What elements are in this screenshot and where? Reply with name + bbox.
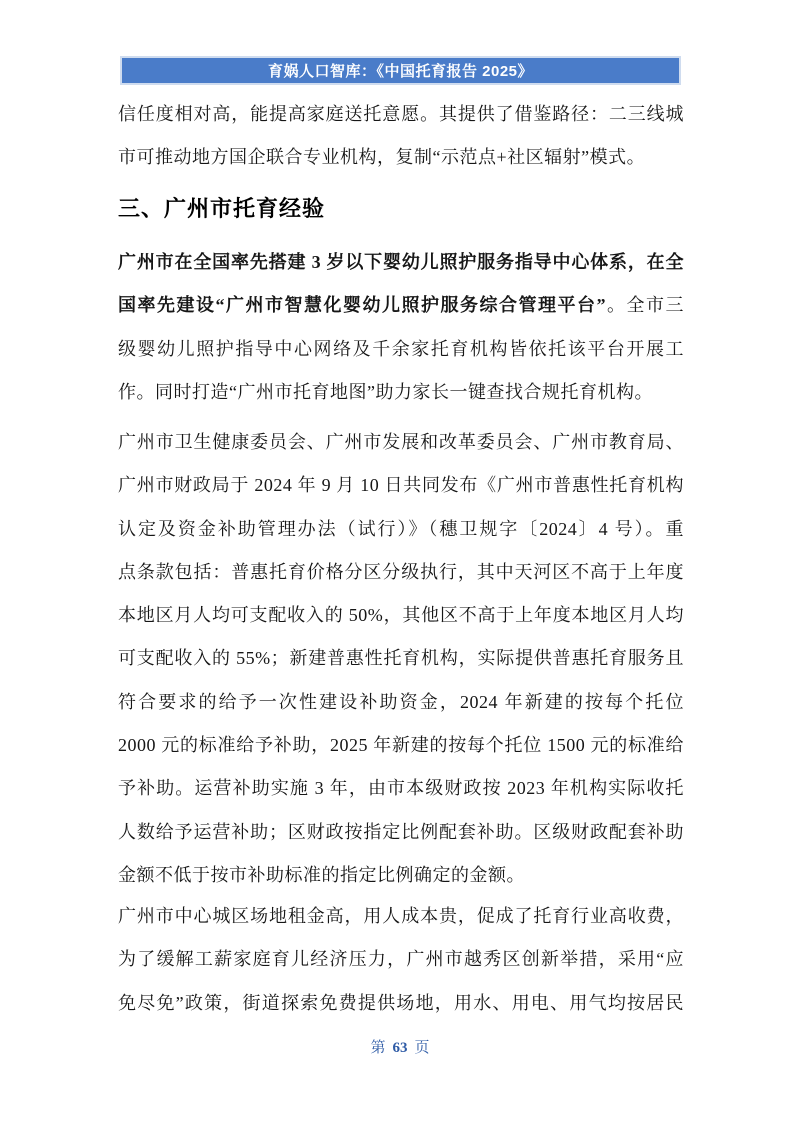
text-segment: 市可推动地方国企联合专业机构，复制“示范点+社区辐射”模式。 [118,147,646,168]
text-segment: 2000 元的标准给予补助，2025 年新建的按每个托位 1500 元的标准给 [118,735,684,756]
text-line [118,982,684,1025]
text-line [118,421,684,464]
text-segment: 予补助。运营补助实施 3 年，由市本级财政按 2023 年机构实际收托 [118,778,684,799]
text-segment: 作。同时打造“广州市托育地图”助力家长一键查找合规托育机构。 [118,381,653,402]
text-line [118,328,684,371]
text-segment: 人数给予运营补助；区财政按指定比例配套补助。区级财政配套补助 [118,821,684,842]
text-segment: 点条款包括：普惠托育价格分区分级执行，其中天河区不高于上年度 [118,561,684,582]
text-line [118,508,684,551]
text-segment: 级婴幼儿照护指导中心网络及千余家托育机构皆依托该平台开展工 [118,338,684,359]
text-line [118,93,684,136]
text-line [118,136,684,179]
text-segment: 免尽免”政策，街道探索免费提供场地，用水、用电、用气均按居民 [118,992,684,1013]
text-line [118,938,684,981]
text-line [118,854,684,897]
bold-text-segment: 广州市在全国率先搭建 3 岁以下婴幼儿照护服务指导中心体系，在全 [118,252,684,272]
bold-text-segment: 国率先建设“广州市智慧化婴幼儿照护服务综合管理平台” [118,295,606,316]
text-segment: 广州市卫生健康委员会、广州市发展和改革委员会、广州市教育局、 [118,432,684,452]
section-heading: 三、广州市托育经验 [118,196,326,221]
text-line [118,464,684,507]
text-segment: 广州市财政局于 2024 年 9 月 10 日共同发布《广州市普惠性托育机构 [118,475,684,496]
text-segment: 本地区月人均可支配收入的 50%，其他区不高于上年度本地区月人均 [118,605,684,626]
text-segment: 可支配收入的 55%；新建普惠性托育机构，实际提供普惠托育服务且 [118,648,684,669]
text-line [118,284,684,327]
text-segment: 认定及资金补助管理办法（试行）》（穗卫规字〔2024〕4 号）。重 [118,518,684,539]
report-title: 育娲人口智库：《中国托育报告 2025》 [267,63,534,80]
text-segment: 金额不低于按市补助标准的指定比例确定的金额。 [118,864,525,885]
page-header-bar [120,56,681,85]
page-footer [0,1036,800,1060]
text-segment: 符合要求的给予一次性建设补助资金，2024 年新建的按每个托位 [118,691,684,712]
text-line [118,681,684,724]
text-segment: 为了缓解工薪家庭育儿经济压力，广州市越秀区创新举措，采用“应 [118,949,684,970]
text-line [118,594,684,637]
paragraph-yuexiu [118,895,684,1025]
paragraph-lead-bold [118,241,684,414]
text-segment: 信任度相对高，能提高家庭送托意愿。其提供了借鉴路径：二三线城 [118,104,684,124]
text-line [118,637,684,680]
page-number-prefix: 第 [370,1040,386,1056]
text-line [118,895,684,938]
paragraph-intro [118,93,684,180]
text-line [118,767,684,810]
paragraph-policy [118,421,684,897]
text-line [118,371,684,414]
page-number-suffix: 页 [414,1040,430,1056]
text-line [118,241,684,284]
text-line [118,724,684,767]
page-number: 63 [392,1040,408,1056]
text-segment: 广州市中心城区场地租金高，用人成本贵，促成了托育行业高收费， [118,906,684,926]
text-line [118,811,684,854]
text-line [118,551,684,594]
text-segment: 。全市三 [606,295,684,316]
